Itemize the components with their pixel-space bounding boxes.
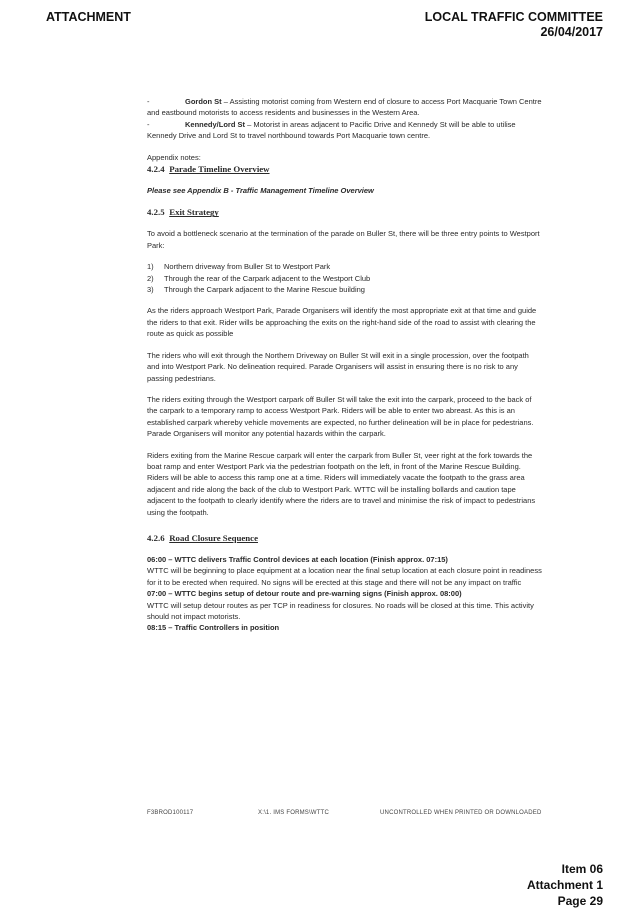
item-number: 2) [147, 273, 154, 283]
bullet-dash: - [147, 119, 150, 129]
item-text: Through the Carpark adjacent to the Marine Rescue building [164, 285, 365, 295]
item-number-label: Item 06 [561, 862, 603, 876]
header-committee: LOCAL TRAFFIC COMMITTEE [424, 10, 603, 24]
entry-point-item [147, 261, 543, 272]
sequence-step-heading: 07:00 – WTTC begins setup of detour route and pre-warning signs (Finish approx. 08:00) [147, 589, 462, 599]
exit-intro: To avoid a bottleneck scenario at the termination of the parade on Buller St, there will be three entry points to Westport Park: [147, 229, 540, 250]
section-title: Parade Timeline Overview [169, 164, 270, 175]
item-text: Northern driveway from Buller St to Westport Park [164, 262, 331, 272]
header-attachment: ATTACHMENT [46, 10, 131, 24]
header-date: 26/04/2017 [540, 25, 603, 39]
attachment-number-label: Attachment 1 [526, 878, 603, 892]
paragraph-approach: As the riders approach Westport Park, Parade Organisers will identify the most appropriate exit at that time and guide the riders to that exit. Rider wills be approaching the exits on the right-hand side of the road to assist with clearing the route as quick as possible [147, 306, 537, 339]
item-number: 1) [147, 262, 154, 272]
section-title: Road Closure Sequence [169, 532, 258, 543]
bullet-kennedy-lord-st [147, 119, 543, 142]
bullet-gordon-st [147, 96, 543, 119]
footer-notice: UNCONTROLLED WHEN PRINTED OR DOWNLOADED [380, 810, 542, 816]
section-number: 4.2.4 [147, 164, 165, 175]
sequence-step-heading: 08:15 – Traffic Controllers in position [147, 623, 280, 633]
bullet-title: Kennedy/Lord St [185, 119, 246, 129]
section-heading-4-2-4 [147, 163, 543, 175]
section-title: Exit Strategy [169, 207, 219, 218]
section-number: 4.2.5 [147, 207, 165, 218]
paragraph-northern-driveway: The riders who will exit through the Northern Driveway on Buller St will exit in a single procession, over the footpath and into Westport Park. No delineation required. Parade Organisers will assist in ensuring there is no risk to any passing pedestrians. [147, 350, 529, 383]
footer-path: X:\1. IMS FORMS\WTTC [258, 810, 329, 816]
page-reference-block [527, 861, 603, 909]
appendix-reference: Please see Appendix B - Traffic Management Timeline Overview [147, 186, 374, 196]
appendix-notes: Appendix notes: [147, 152, 201, 162]
entry-point-item [147, 273, 543, 284]
item-number: 3) [147, 285, 154, 295]
document-body [147, 96, 543, 634]
entry-point-item [147, 284, 543, 295]
page-number-label: Page 29 [557, 894, 603, 908]
footer-doc-code: F3BROD100117 [147, 810, 194, 816]
sequence-step-text: WTTC will be beginning to place equipment at a location near the final setup location at each closure point in readiness for it to be erected when required. No signs will be erected at this stage and there will not be any impact on traffic [147, 566, 542, 587]
paragraph-westport-carpark: The riders exiting through the Westport carpark off Buller St will take the exit into the carpark, proceed to the back of the carpark to a temporary ramp to access Westport Park. Riders will be able to enter two abreast. As this is an established carpark whereby vehicle movements are expected, no further delineation will be in place for pedestrians. Parade Organisers will monitor any potential hazards within the carpark. [147, 394, 534, 439]
sequence-step-heading: 06:00 – WTTC delivers Traffic Control devices at each location (Finish approx. 07:15) [147, 554, 448, 564]
bullet-text: – Assisting motorist coming from Western end of closure to access Port Macquarie Town Centre and eastbound motorists to access residents and businesses in the Western Area. [147, 97, 542, 118]
header-committee-block [425, 10, 603, 40]
section-number: 4.2.6 [147, 532, 165, 543]
paragraph-marine-rescue: Riders exiting from the Marine Rescue carpark will enter the carpark from Buller St, veer right at the fork towards the boat ramp and enter Westport Park via the pedestrian footpath on the left, in front of the Marine Rescue Building. Riders will be able to access this ramp one at a time. Riders will immediately vacate the footpath to the grass area adjacent and ride along the back of the club to Westport Park. WTTC will be installing bollards and caution tape adjacent to the footpath to clearly identify where the riders are to travel and minimise the risk of impact to pedestrians using the footpath. [147, 450, 536, 517]
bullet-text: – Motorist in areas adjacent to Pacific Drive and Kennedy St will be able to utilise Kennedy Drive and Lord St to travel northbound towards Port Macquarie town centre. [147, 119, 516, 141]
bullet-title: Gordon St [185, 97, 222, 106]
bullet-dash: - [147, 97, 150, 106]
item-text: Through the rear of the Carpark adjacent to the Westport Club [164, 273, 371, 283]
section-heading-4-2-6 [147, 532, 543, 544]
section-heading-4-2-5 [147, 206, 543, 218]
sequence-step-text: WTTC will setup detour routes as per TCP in readiness for closures. No roads will be closed at this time. This activity should not impact motorists. [147, 600, 534, 621]
